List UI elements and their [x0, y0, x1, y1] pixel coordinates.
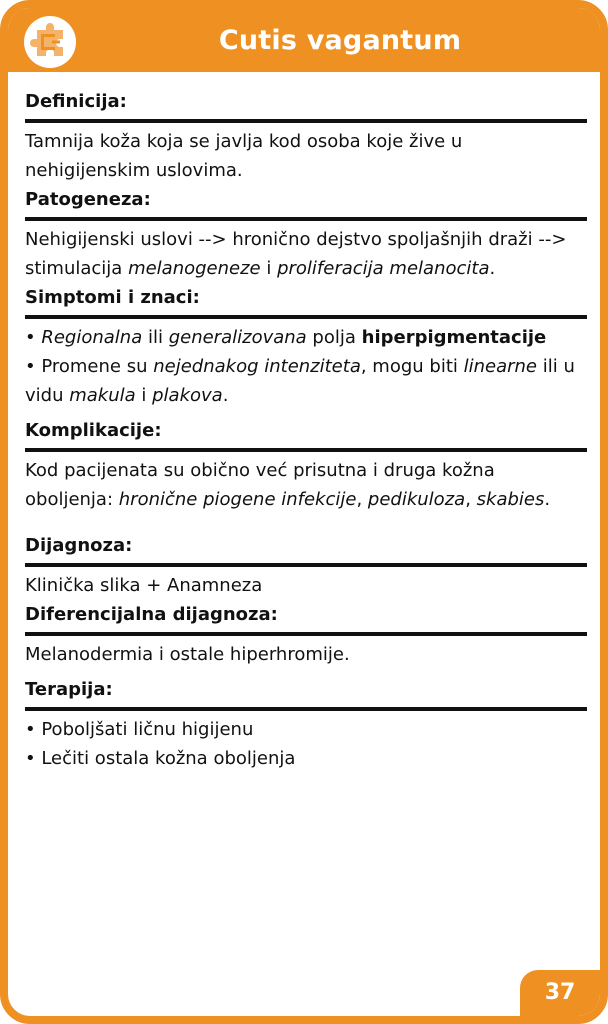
section-body-komplikacije — [25, 452, 587, 514]
patogeneza-text-part: Nehigijenski uslovi --> hronično dejstvo spoljašnjih draži --> stimulacija — [25, 229, 567, 279]
puzzle-piece-icon — [24, 16, 76, 68]
patogeneza-text-part: . — [489, 258, 496, 279]
section-heading-simptomi: Simptomi i znaci: — [25, 286, 587, 319]
simptomi-term: makula — [69, 385, 136, 406]
simptomi-bullet-2 — [25, 352, 587, 410]
terapija-item: • Lečiti ostala kožna oboljenja — [25, 748, 296, 769]
section-body-diferencijalna — [25, 636, 587, 669]
simptomi-text-part: • Promene su — [25, 356, 154, 377]
definicija-text: Tamnija koža koja se javlja kod osoba koje žive u nehigijenskim uslovima. — [25, 131, 463, 181]
patogeneza-term-proliferacija: proliferacija melanocita — [277, 258, 490, 279]
card-title: Cutis vagantum — [218, 25, 462, 56]
komplikacije-text-part: , — [356, 489, 368, 510]
section-body-definicija — [25, 123, 587, 185]
simptomi-term: linearne — [463, 356, 538, 377]
section-heading-dijagnoza: Dijagnoza: — [25, 534, 587, 567]
simptomi-text-part: ili u vidu — [25, 356, 575, 406]
patogeneza-text — [25, 225, 587, 283]
page-number: 37 — [520, 970, 600, 1016]
simptomi-text-part: polja — [306, 327, 362, 348]
simptomi-term-bold: hiperpigmentacije — [361, 327, 547, 348]
section-body-patogeneza — [25, 221, 587, 283]
simptomi-bullet-1 — [25, 323, 587, 352]
card-header — [8, 8, 600, 72]
simptomi-text-part: ili — [142, 327, 169, 348]
section-heading-komplikacije: Komplikacije: — [25, 419, 587, 452]
simptomi-term: generalizovana — [168, 327, 307, 348]
section-heading-patogeneza: Patogeneza: — [25, 188, 587, 221]
diferencijalna-text: Melanodermia i ostale hiperhromije. — [25, 644, 350, 665]
bullet-marker: • — [25, 327, 42, 348]
patogeneza-text-part: i — [260, 258, 278, 279]
simptomi-term: plakova — [152, 385, 223, 406]
simptomi-text-part: . — [222, 385, 229, 406]
komplikacije-text-part: . — [544, 489, 551, 510]
simptomi-term: nejednakog intenziteta — [153, 356, 361, 377]
section-heading-terapija: Terapija: — [25, 678, 587, 711]
section-body-dijagnoza — [25, 567, 587, 600]
patogeneza-term-melanogeneza: melanogeneze — [128, 258, 261, 279]
komplikacije-text-part: Kod pacijenata su obično već prisutna i druga kožna oboljenja: — [25, 460, 495, 510]
logo-badge — [24, 16, 76, 68]
dijagnoza-text: Klinička slika + Anamneza — [25, 575, 263, 596]
simptomi-term: Regionalna — [41, 327, 143, 348]
komplikacije-text — [25, 456, 587, 514]
section-heading-diferencijalna: Diferencijalna dijagnoza: — [25, 603, 587, 636]
komplikacije-term: hronične piogene infekcije — [118, 489, 357, 510]
section-body-simptomi — [25, 319, 587, 410]
simptomi-text-part: , mogu biti — [360, 356, 464, 377]
komplikacije-term: skabies — [476, 489, 545, 510]
komplikacije-term: pedikuloza — [367, 489, 466, 510]
komplikacije-text-part: , — [465, 489, 477, 510]
section-body-terapija — [25, 711, 587, 773]
card-content — [25, 90, 587, 773]
section-heading-definicija: Definicija: — [25, 90, 587, 123]
terapija-item: • Poboljšati ličnu higijenu — [25, 719, 254, 740]
simptomi-text-part: i — [135, 385, 153, 406]
